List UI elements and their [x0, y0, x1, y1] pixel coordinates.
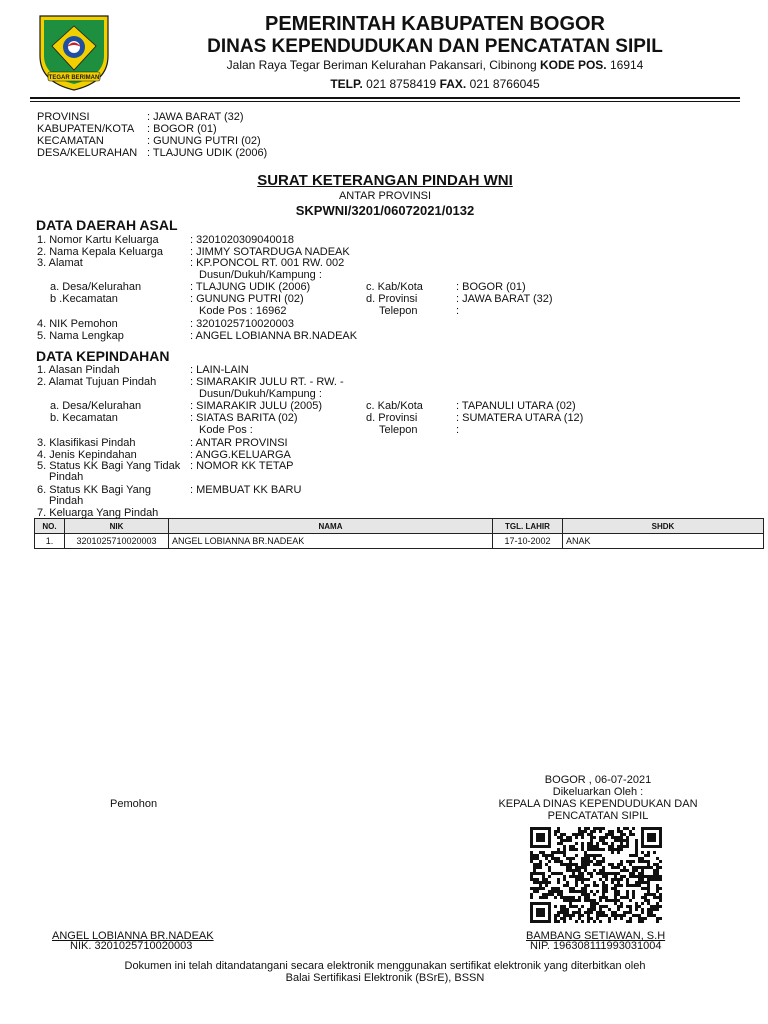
section-heading-kepindahan: DATA KEPINDAHAN [36, 348, 170, 364]
asal-kk-label: 1. Nomor Kartu Keluarga [37, 234, 159, 246]
pindah-status6-value: : MEMBUAT KK BARU [190, 484, 302, 496]
sign-official-name: BAMBANG SETIAWAN, S.H [526, 930, 666, 942]
pindah-status5-value: : NOMOR KK TETAP [190, 460, 294, 472]
table-header-row [35, 519, 764, 534]
asal-kk-value: : 3201020309040018 [190, 234, 294, 246]
header-government-name: PEMERINTAH KABUPATEN BOGOR [265, 13, 605, 35]
footer-esign-note: Dokumen ini telah ditandatangani secara elektronik menggunakan sertifikat elektronik yang diterbitkan oleh [124, 960, 646, 972]
col-header-no: NO. [35, 519, 65, 534]
family-members-table [34, 518, 764, 549]
asal-kepala-label: 2. Nama Kepala Keluarga [37, 246, 163, 258]
region-label-kecamatan: KECAMATAN [37, 135, 104, 147]
pindah-desa-label: a. Desa/Kelurahan [50, 400, 142, 412]
pindah-kec-value: : SIATAS BARITA (02) [190, 412, 298, 424]
sign-issued-by: Dikeluarkan Oleh : [552, 786, 644, 798]
pindah-status6-label-cont: Pindah [49, 495, 84, 507]
bogor-regency-logo [34, 12, 114, 92]
pindah-dusun-label: Dusun/Dukuh/Kampung : [199, 388, 322, 400]
asal-kodepos: Kode Pos : 16962 [199, 305, 287, 317]
logo-motto: TEGAR BERIMAN [48, 75, 100, 81]
cell-nama: ANGEL LOBIANNA BR.NADEAK [169, 534, 493, 549]
asal-kec-label: b .Kecamatan [50, 293, 118, 305]
col-header-shdk: SHDK [563, 519, 764, 534]
asal-prov-value: : JAWA BARAT (32) [456, 293, 553, 305]
asal-nama-label: 5. Nama Lengkap [37, 330, 124, 342]
cell-nik: 3201025710020003 [65, 534, 169, 549]
table-row [35, 534, 764, 549]
region-value-kecamatan: : GUNUNG PUTRI (02) [147, 135, 261, 147]
pindah-jenis-label: 4. Jenis Kepindahan [37, 449, 137, 461]
header-rule-thin [30, 101, 740, 102]
sign-official-nip: NIP. 196308111993031004 [530, 940, 662, 952]
asal-alamat-value: : KP.PONCOL RT. 001 RW. 002 [190, 257, 345, 269]
pindah-telepon-value: : [456, 424, 460, 436]
asal-nama-value: : ANGEL LOBIANNA BR.NADEAK [190, 330, 358, 342]
asal-telepon-label: Telepon [379, 305, 418, 317]
asal-nik-label: 4. NIK Pemohon [37, 318, 118, 330]
asal-nik-value: : 3201025710020003 [190, 318, 294, 330]
pindah-kab-label: c. Kab/Kota [366, 400, 423, 412]
header-address: Jalan Raya Tegar Beriman Kelurahan Pakansari, Cibinong KODE POS. 16914 [226, 58, 644, 72]
header-agency-name: DINAS KEPENDUDUKAN DAN PENCATATAN SIPIL [207, 36, 663, 57]
pindah-alasan-value: : LAIN-LAIN [190, 364, 249, 376]
pindah-kodepos: Kode Pos : [199, 424, 253, 436]
cell-tgl-lahir: 17-10-2002 [493, 534, 563, 549]
document-subtitle: ANTAR PROVINSI [338, 190, 432, 202]
asal-prov-label: d. Provinsi [366, 293, 418, 305]
pindah-jenis-value: : ANGG.KELUARGA [190, 449, 291, 461]
col-header-nama: NAMA [169, 519, 493, 534]
asal-alamat-label: 3. Alamat [37, 257, 83, 269]
pindah-prov-value: : SUMATERA UTARA (12) [456, 412, 584, 424]
section-heading-asal: DATA DAERAH ASAL [36, 217, 178, 233]
asal-desa-value: : TLAJUNG UDIK (2006) [190, 281, 311, 293]
asal-kec-value: : GUNUNG PUTRI (02) [190, 293, 304, 305]
pindah-kab-value: : TAPANULI UTARA (02) [456, 400, 576, 412]
footer-esign-issuer: Balai Sertifikasi Elektronik (BSrE), BSSN [285, 972, 485, 984]
pindah-alamat-value: : SIMARAKIR JULU RT. - RW. - [190, 376, 344, 388]
region-value-kabupaten: : BOGOR (01) [147, 123, 217, 135]
qr-code-icon [530, 827, 662, 923]
pindah-klasifikasi-value: : ANTAR PROVINSI [190, 437, 288, 449]
document-number: SKPWNI/3201/06072021/0132 [295, 203, 475, 218]
header-rule-thick [30, 97, 740, 99]
pindah-telepon-label: Telepon [379, 424, 418, 436]
cell-shdk: ANAK [563, 534, 764, 549]
pindah-klasifikasi-label: 3. Klasifikasi Pindah [37, 437, 136, 449]
region-value-provinsi: : JAWA BARAT (32) [147, 111, 244, 123]
sign-applicant-name: ANGEL LOBIANNA BR.NADEAK [52, 930, 214, 942]
asal-kab-value: : BOGOR (01) [456, 281, 526, 293]
col-header-tgl-lahir: TGL. LAHIR [493, 519, 563, 534]
region-label-kabupaten: KABUPATEN/KOTA [37, 123, 135, 135]
sign-applicant-label: Pemohon [110, 798, 158, 810]
document-title: SURAT KETERANGAN PINDAH WNI [257, 172, 513, 189]
pindah-status6-label: 6. Status KK Bagi Yang [37, 484, 151, 496]
pindah-desa-value: : SIMARAKIR JULU (2005) [190, 400, 323, 412]
cell-no: 1. [35, 534, 65, 549]
region-value-desa: : TLAJUNG UDIK (2006) [147, 147, 268, 159]
asal-dusun-label: Dusun/Dukuh/Kampung : [199, 269, 322, 281]
pindah-prov-label: d. Provinsi [366, 412, 418, 424]
asal-desa-label: a. Desa/Kelurahan [50, 281, 142, 293]
asal-telepon-value: : [456, 305, 460, 317]
pindah-alamat-label: 2. Alamat Tujuan Pindah [37, 376, 157, 388]
sign-applicant-nik: NIK. 3201025710020003 [70, 940, 193, 952]
asal-kab-label: c. Kab/Kota [366, 281, 423, 293]
asal-kepala-value: : JIMMY SOTARDUGA NADEAK [190, 246, 350, 258]
col-header-nik: NIK [65, 519, 169, 534]
region-label-provinsi: PROVINSI [37, 111, 90, 123]
header-contact: TELP. 021 8758419 FAX. 021 8766045 [330, 77, 540, 91]
region-label-desa: DESA/KELURAHAN [37, 147, 138, 159]
pindah-status5-label-cont: Pindah [49, 471, 84, 483]
pindah-alasan-label: 1. Alasan Pindah [37, 364, 120, 376]
sign-office-line1: KEPALA DINAS KEPENDUDUKAN DAN [498, 798, 698, 810]
pindah-keluarga-label: 7. Keluarga Yang Pindah [37, 507, 159, 519]
pindah-kec-label: b. Kecamatan [50, 412, 118, 424]
sign-office-line2: PENCATATAN SIPIL [547, 810, 649, 822]
sign-place-date: BOGOR , 06-07-2021 [544, 774, 652, 786]
pindah-status5-label: 5. Status KK Bagi Yang Tidak [37, 460, 181, 472]
